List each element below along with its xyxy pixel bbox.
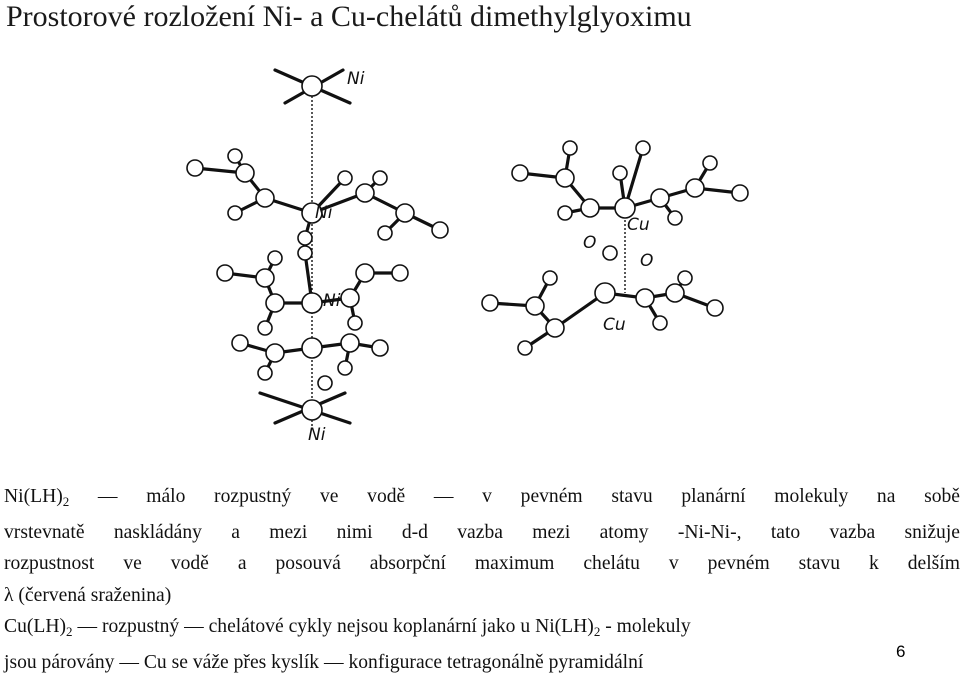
cu-formula: Cu(LH) bbox=[4, 615, 67, 637]
chelate-structure-drawing bbox=[165, 48, 770, 458]
ni-layer-1 bbox=[187, 149, 448, 245]
label-ni-2: Ni bbox=[323, 291, 341, 311]
text-line-5 bbox=[4, 611, 960, 647]
text-line-5-mid: — rozpustný — chelátové cykly nejsou koplanární jako u Ni(LH) bbox=[72, 615, 594, 637]
label-cu-2: Cu bbox=[603, 315, 626, 335]
ni-top-fragment bbox=[275, 70, 350, 103]
description-text bbox=[4, 481, 960, 678]
label-cu-1: Cu bbox=[627, 215, 650, 235]
ni-formula-subscript: 2 bbox=[62, 494, 70, 509]
chelate-structure-figure bbox=[165, 48, 770, 458]
cu-upper-molecule bbox=[512, 141, 748, 225]
ni-bottom-fragment bbox=[260, 376, 350, 423]
label-ni-1: Ni bbox=[315, 203, 333, 223]
text-line-2: vrstevnatě naskládány a mezi nimi d-d vazba mezi atomy -Ni-Ni-, tato vazba snižuje bbox=[4, 522, 960, 544]
ni-formula: Ni(LH) bbox=[4, 486, 63, 507]
text-line-1-rest: — málo rozpustný ve vodě — v pevném stavu planární molekuly na sobě bbox=[69, 486, 960, 507]
label-o-2: O bbox=[640, 251, 654, 271]
label-ni-bottom: Ni bbox=[308, 425, 326, 445]
ni-formula-subscript-2: 2 bbox=[593, 623, 601, 639]
page-number: 6 bbox=[896, 642, 906, 661]
text-line-3: rozpustnost ve vodě a posouvá absorpční maximum chelátu v pevném stavu k delším bbox=[4, 553, 960, 575]
page-title: Prostorové rozložení Ni- a Cu-chelátů dimethylglyoximu bbox=[6, 0, 692, 33]
text-line-5-rest: - molekuly bbox=[600, 615, 691, 637]
label-o-1: O bbox=[583, 233, 597, 253]
ni-layer-3 bbox=[232, 334, 388, 380]
label-ni-top: Ni bbox=[347, 69, 365, 89]
text-line-6: jsou párovány — Cu se váže přes kyslík — konfigurace tetragonálně pyramidální bbox=[4, 652, 644, 674]
text-line-1 bbox=[4, 481, 960, 517]
text-line-4: λ (červená sraženina) bbox=[4, 584, 172, 606]
cu-formula-subscript: 2 bbox=[66, 623, 73, 639]
cu-lower-molecule bbox=[482, 246, 723, 355]
